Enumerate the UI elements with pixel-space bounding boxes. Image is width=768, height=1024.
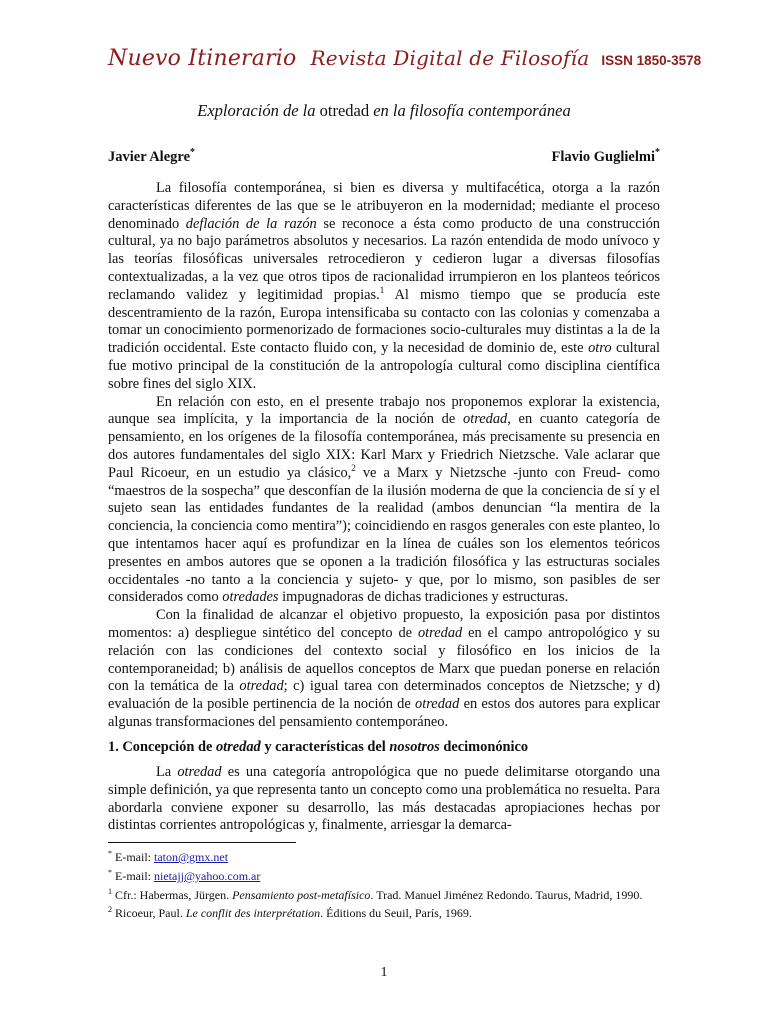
fn3-text-c: . Trad. Manuel Jiménez Redondo. Taurus, Madrid, 1990. xyxy=(370,887,643,902)
section1-text-e: decimonónico xyxy=(439,739,529,755)
page-number: 1 xyxy=(380,965,388,980)
footnote-2 xyxy=(108,903,660,921)
footnote-ref-2[interactable]: 2 xyxy=(351,462,356,473)
author-alegre-name: Javier Alegre xyxy=(108,148,191,165)
fn1-label: E-mail: xyxy=(112,850,154,864)
fn3-text-a: Cfr.: Habermas, Jürgen. xyxy=(112,887,233,902)
section-1-text xyxy=(108,764,660,835)
p4-text-a: La xyxy=(156,764,178,780)
author-guglielmi-mark: * xyxy=(655,147,660,158)
paragraph-2 xyxy=(108,394,660,608)
p1-text-b: deflación de la razón xyxy=(185,215,317,232)
section1-text-c: y características del xyxy=(260,739,390,755)
title-part-2: otredad xyxy=(319,101,370,120)
p2-text-a: En relación con esto, en el presente trabajo nos proponemos explorar la existencia, aunque sea implícita, y la importancia de la noción de xyxy=(108,393,660,428)
paragraph-3 xyxy=(108,607,660,732)
p2-text-f: impugnadoras de dichas tradiciones y estructuras. xyxy=(278,589,569,606)
footnotes xyxy=(108,847,660,922)
p3-text-c: en el campo antropológico y su relación con las condiciones del contexto social y filosófico en los inicios de la contemporaneidad; b) análisis de aquellos conceptos de Marx que puedan ponerse en relación con la temática de la xyxy=(108,624,660,695)
footnote-ref-1[interactable]: 1 xyxy=(379,284,385,295)
p1-text-c: se reconoce a ésta como producto de una construcción cultural, ya no bajo parámetros absolutos y necesarios. La razón entendida de modo unívoco y las teorías filosóficas universales retrocedieron y cedieron lugar a diversas filosofías contextualizadas, a la vez que otros tipos de racionalidad irrumpieron en los planteos teóricos reclamando validez y legitimidad propias. xyxy=(108,215,660,303)
section-heading-1 xyxy=(108,739,660,756)
p2-text-d: ve a Marx y Nietzsche -junto con Freud- como “maestros de la sospecha” que desconfían de la ilusión moderna de que la conciencia de sí y el sujeto sean las entidades fundantes de la realidad (ambos denuncian “la mentira de la conciencia, la conciencia como mentira”); coincidiendo en rasgos generales con este planteo, lo que intentamos hacer aquí es profundizar en la línea de cuáles son los elementos teóricos presentes en ambos autores que se oponen a la tradición filosófica y las estructuras sociales occidentales -no tanto a la conciencia y sujeto- y que, por lo mismo, son pasibles de ser considerados como xyxy=(108,464,660,606)
p2-text-e: otredades xyxy=(222,589,279,606)
p3-text-a: Con la finalidad de alcanzar el objetivo propuesto, la exposición pasa por distintos momentos: a) despliegue sintético del concepto de xyxy=(108,607,660,641)
section1-text-d: nosotros xyxy=(389,739,440,755)
fn3-text-b: Pensamiento post-metafísico xyxy=(232,887,371,902)
paragraph-4 xyxy=(108,764,660,835)
p3-text-g: en estos dos autores para explicar algunas transformaciones del pensamiento contemporáneo. xyxy=(108,696,660,730)
journal-name: Nuevo Itinerario xyxy=(108,46,297,71)
p3-text-e: ; c) igual tarea con determinados conceptos de Nietzsche; y d) evaluación de la posible pertinencia de la noción de xyxy=(108,678,660,713)
footnote-1 xyxy=(108,885,660,903)
article-title xyxy=(108,101,660,121)
p1-text-a: La filosofía contemporánea, si bien es diversa y multifacética, otorga a la razón características diferentes de las que se le atribuyeron en la modernidad; mediante el proceso denominado xyxy=(108,180,660,232)
p3-text-d: otredad xyxy=(239,678,284,695)
p3-text-b: otredad xyxy=(417,624,463,641)
p1-text-d: Al mismo tiempo que se producía este descentramiento de la razón, Europa intensificaba su contacto con las colonias y comenzaba a tomar un conocimiento pormenorizado de formaciones socio-culturales muy distintas a la de la tradición occidental. Este contacto fluido con, y la necesidad de dominio de, este xyxy=(108,286,660,357)
footnote-email-2 xyxy=(108,866,660,884)
author-alegre-mark: * xyxy=(190,147,196,158)
p4-text-b: otredad xyxy=(177,764,222,780)
body-text xyxy=(108,180,660,732)
footnote-divider xyxy=(108,842,296,843)
p4-text-c: es una categoría antropológica que no puede delimitarse otorgando una simple definición, ya que representa tanto un concepto como una problemática no resuelta. Para abordarla conviene exponer su desarrollo, las más destacadas apropiaciones hechas por distintas corrientes antropológicas y, finalmente, arriesgar la demarca- xyxy=(108,764,660,834)
fn4-mark: 2 xyxy=(108,905,112,915)
author-alegre xyxy=(108,147,195,166)
fn2-mark: * xyxy=(108,867,112,877)
p1-text-f: cultural fue motivo principal de la constitución de la antropología cultural como disciplina científica sobre fines del siglo XIX. xyxy=(108,340,660,392)
email-link-alegre[interactable]: taton@gmx.net xyxy=(154,850,229,864)
fn4-text-b: Le conflit des interprétation xyxy=(185,906,321,921)
fn4-text-a: Ricoeur, Paul. xyxy=(112,906,186,921)
author-guglielmi-name: Flavio Guglielmi xyxy=(551,148,655,165)
title-part-3: en la filosofía contemporánea xyxy=(369,101,571,120)
fn2-label: E-mail: xyxy=(112,868,154,883)
author-guglielmi xyxy=(551,147,660,166)
paragraph-1 xyxy=(108,180,660,394)
section1-text-a: 1. Concepción de xyxy=(108,739,216,755)
footnote-email-1 xyxy=(108,847,660,865)
section1-text-b: otredad xyxy=(215,739,261,755)
p2-text-c: , en cuanto categoría de pensamiento, en los orígenes de la filosofía contemporánea, más precisamente su presencia en dos autores fundamentales del siglo XIX: Karl Marx y Friedrich Nietzsche. Vale aclarar que Paul Ricoeur, en un estudio ya clásico, xyxy=(108,411,660,481)
p2-text-b: otredad xyxy=(463,411,508,428)
journal-subtitle: Revista Digital de Filosofía xyxy=(310,46,590,70)
authors-line xyxy=(108,147,660,169)
journal-masthead xyxy=(108,46,702,80)
email-link-guglielmi[interactable]: nietajj@yahoo.com.ar xyxy=(154,868,261,883)
fn3-mark: 1 xyxy=(108,886,112,896)
p3-text-f: otredad xyxy=(415,696,460,713)
fn1-mark: * xyxy=(108,849,112,858)
fn4-text-c: . Éditions du Seuil, París, 1969. xyxy=(320,906,472,921)
p1-text-e: otro xyxy=(588,340,612,357)
issn-label: ISSN 1850-3578 xyxy=(601,53,702,68)
title-part-1: Exploración de la xyxy=(197,101,320,120)
